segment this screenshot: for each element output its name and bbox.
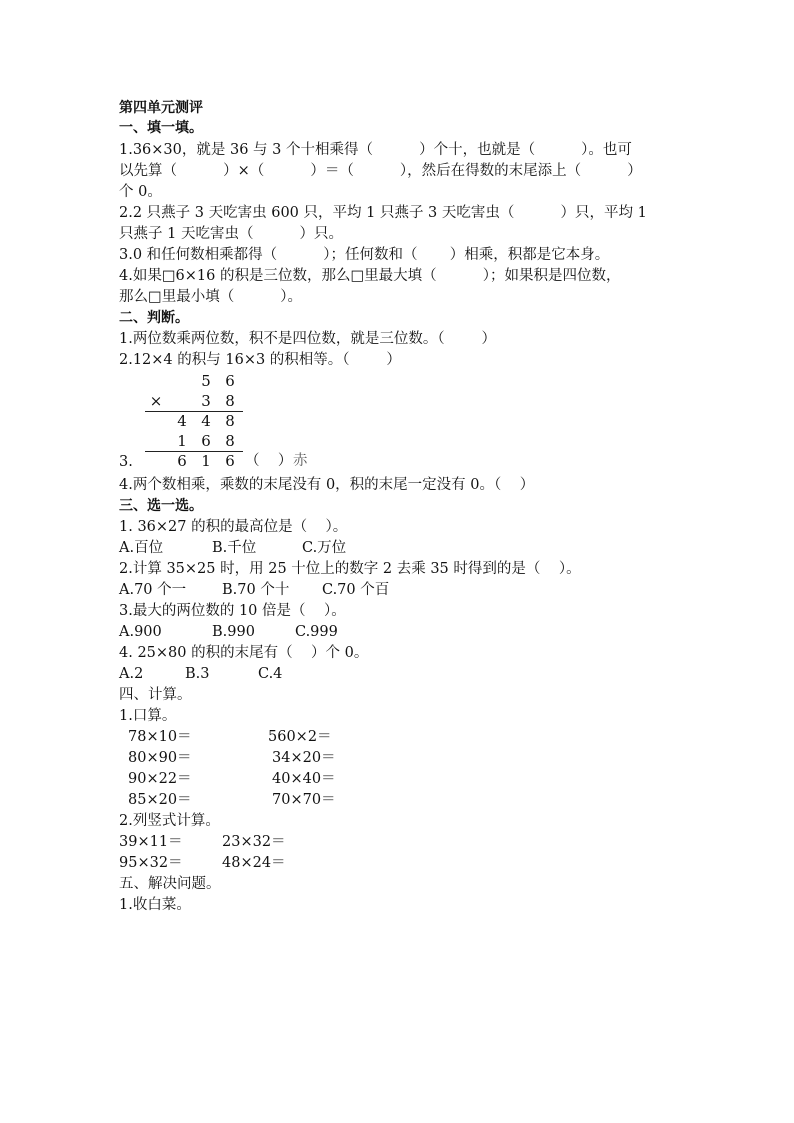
s3-q2-option-a: A.70 个一 [119, 582, 187, 598]
oral-problem: 85×20＝ [128, 792, 192, 808]
partial-product-digit: 6 [201, 432, 211, 450]
s3-q1: 1. 36×27 的积的最高位是（ ）。 [119, 519, 348, 535]
oral-problem: 40×40＝ [272, 771, 336, 787]
result-digit: 6 [225, 452, 235, 470]
s1-q2-line1: 2.2 只燕子 3 天吃害虫 600 只，平均 1 只燕子 3 天吃害虫（ ）只，平均 1 [119, 205, 647, 221]
oral-problem: 80×90＝ [128, 750, 192, 766]
s1-q3: 3.0 和任何数相乘都得（ ）；任何数和（ ）相乘，积都是它本身。 [119, 247, 610, 263]
partial-product-digit: 8 [225, 432, 235, 450]
page-title: 第四单元测评 [119, 100, 203, 116]
s3-q4: 4. 25×80 的积的末尾有（ ）个 0。 [119, 645, 369, 661]
partial-product-digit: 8 [225, 412, 235, 430]
s2-q4: 4.两个数相乘，乘数的末尾没有 0，积的末尾一定没有 0。（ ） [119, 477, 535, 493]
multiplicand-digit: 6 [225, 372, 235, 390]
section-2-heading: 二、判断。 [119, 310, 189, 326]
s3-q3-option-a: A.900 [119, 624, 162, 640]
s3-q3-option-b: B.990 [212, 624, 255, 640]
s3-q1-option-b: B.千位 [212, 540, 257, 556]
s1-q1-line2: 以先算（ ）×（ ）＝（ ），然后在得数的末尾添上（ ） [119, 163, 642, 179]
s2-q2: 2.12×4 的积与 16×3 的积相等。（ ） [119, 352, 401, 368]
s1-q1-line1: 1.36×30，就是 36 与 3 个十相乘得（ ）个十，也就是（ ）。也可 [119, 142, 632, 158]
oral-problem: 90×22＝ [128, 771, 192, 787]
multiply-sign: × [149, 392, 163, 410]
s1-q4-line1: 4.如果□6×16 的积是三位数，那么□里最大填（ ）；如果积是四位数， [119, 268, 621, 284]
s2-q3-label: 3. [119, 454, 133, 470]
oral-problem: 78×10＝ [128, 729, 192, 745]
multiplicand-digit: 5 [201, 372, 211, 390]
result-digit: 1 [201, 452, 211, 470]
section-5-heading: 五、解决问题。 [119, 876, 221, 892]
partial-product-digit: 4 [201, 412, 211, 430]
written-problem: 48×24＝ [222, 855, 286, 871]
s4-sub2: 2.列竖式计算。 [119, 813, 220, 829]
s2-q1: 1.两位数乘两位数，积不是四位数，就是三位数。（ ） [119, 331, 496, 347]
s3-q2-option-c: C.70 个百 [322, 582, 390, 598]
s1-q2-line2: 只燕子 1 天吃害虫（ ）只。 [119, 226, 344, 242]
s2-q3-tail: 赤 [293, 453, 308, 469]
vertical-multiplication [145, 372, 245, 468]
partial-product-digit: 1 [177, 432, 187, 450]
s3-q2-option-b: B.70 个十 [222, 582, 290, 598]
multiplier-digit: 8 [225, 392, 235, 410]
partial-product-digit: 4 [177, 412, 187, 430]
written-problem: 39×11＝ [119, 834, 183, 850]
s3-q3: 3.最大的两位数的 10 倍是（ ）。 [119, 603, 346, 619]
section-1-heading: 一、填一填。 [119, 120, 203, 136]
s2-q3-paren: （ ） [245, 453, 293, 469]
section-4-heading: 四、计算。 [119, 687, 192, 703]
s3-q3-option-c: C.999 [295, 624, 338, 640]
section-3-heading: 三、选一选。 [119, 498, 203, 514]
written-problem: 23×32＝ [222, 834, 286, 850]
s4-sub1: 1.口算。 [119, 708, 177, 724]
s3-q2: 2.计算 35×25 时，用 25 十位上的数字 2 去乘 35 时得到的是（ ）。 [119, 561, 581, 577]
multiplier-digit: 3 [201, 392, 211, 410]
written-problem: 95×32＝ [119, 855, 183, 871]
oral-problem: 34×20＝ [272, 750, 336, 766]
s3-q4-option-c: C.4 [258, 666, 283, 682]
s5-q1: 1.收白菜。 [119, 897, 191, 913]
oral-problem: 560×2＝ [268, 729, 332, 745]
oral-problem: 70×70＝ [272, 792, 336, 808]
result-digit: 6 [177, 452, 187, 470]
s1-q4-line2: 那么□里最小填（ ）。 [119, 289, 303, 305]
s1-q1-line3: 个 0。 [119, 184, 162, 200]
s3-q4-option-b: B.3 [185, 666, 210, 682]
s3-q4-option-a: A.2 [119, 666, 144, 682]
s3-q1-option-a: A.百位 [119, 540, 164, 556]
s3-q1-option-c: C.万位 [302, 540, 347, 556]
